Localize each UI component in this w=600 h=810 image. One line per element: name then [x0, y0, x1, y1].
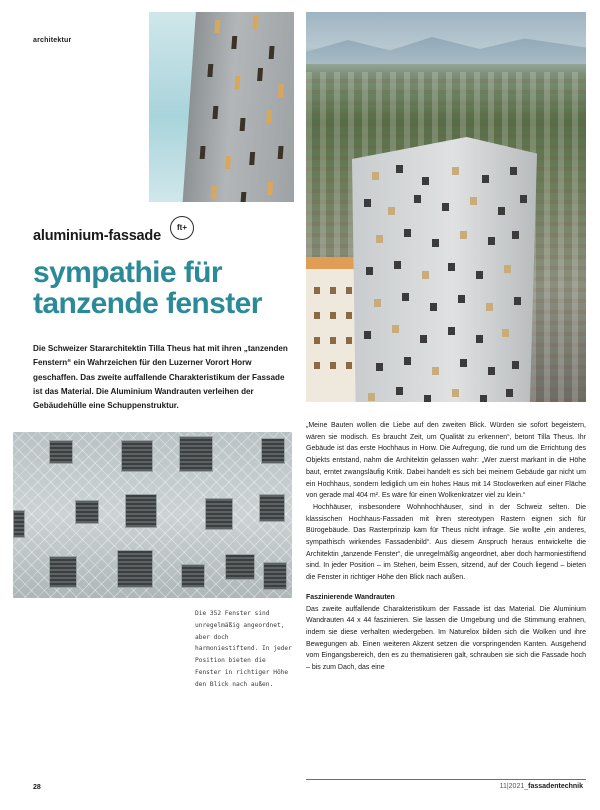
footer-rule: [306, 779, 586, 780]
neighbor-building: [306, 257, 358, 402]
body-subheading: Faszinierende Wandrauten: [306, 593, 395, 601]
body-column: [306, 420, 586, 674]
ft-plus-logo: ft+: [170, 216, 194, 240]
publication-footer: [500, 783, 583, 790]
headline: sympathie für tanzende fenster: [33, 256, 262, 320]
aerial-tower-photo: [306, 12, 586, 402]
body-paragraph-1: „Meine Bauten wollen die Liebe auf den zweiten Blick. Würden sie sofort begeistern, wären sie modisch. Es braucht Zeit, um Qualität zu erkennen“, betont Tilla Theus. Ihr Gebäude ist das erste Hochhaus in Horw. Die Aufregung, die rund um die Errichtung des Objekts entstand, nahm die Architektin gelassen wahr: „Wer zuerst markant in die Höhe baut, erntet zwangsläufig Kritik. Dabei handelt es sich bei meinem Gebäude gar nicht um ein Hochhaus, sondern lediglich um ein hohes Haus mit 14 Stockwerken auf einer Fläche von gerade mal 404 m². Es wäre für einen Wolkenkratzer viel zu klein.“: [306, 422, 586, 500]
publication-name: fassadentechnik: [528, 783, 583, 790]
page-number: 28: [33, 784, 41, 791]
kicker-block: [33, 223, 187, 244]
section-label: architektur: [33, 37, 72, 44]
building-facade: [182, 12, 294, 202]
facade-closeup-photo: [13, 432, 292, 598]
body-paragraph-2: Hochhäuser, insbesondere Wohnhochhäuser, sind in der Schweiz selten. Die klassischen Hochhaus-Fassaden mit ihren stereotypen Rastern eignen sich für Bürogebäude. Das Rasterprinzip kam für Theus nicht infrage. Sie wollte „ein anderes, sympathisch wirkendes Fassadenbild“. Aus diesem Anspruch heraus entwickelte die Architektin „tanzende Fenster“, die unregelmäßig angeordnet, aber doch harmoniestiftend sind. In jeder Position – im Stehen, beim Essen, sitzend, auf der Couch liegend – bieten die Fenster in richtiger Höhe den Blick nach außen.: [306, 503, 586, 582]
mountains: [306, 34, 586, 64]
body-paragraph-3: Das zweite auffallende Charakteristikum der Fassade ist das Material. Die Aluminium Wandrauten 44 x 44 faszinieren. Sie lassen die Umgebung und die Stimmung erahnen, indem sie diese verhalten wiedergeben. Im Naturelox bilden sich die Wolken und ihre Bewegungen ab. Einen weiteren Akzent setzen die vorspringenden Kanten. Ausgehend vom Eingangsbereich, den es zu thematisieren galt, schrauben sie sich die Fassade hoch – bis zum Dach, das eine: [306, 605, 586, 672]
issue-label: 11|2021_: [499, 783, 529, 790]
tower-detail-photo: [149, 12, 294, 202]
kicker: aluminium-fassade: [33, 228, 161, 244]
tower-building: [352, 137, 537, 402]
lead-paragraph: Die Schweizer Stararchitektin Tilla Theus hat mit ihren „tanzenden Fenstern“ ein Wahrzeichen für den Luzerner Vorort Horw geschaffen. Das zweite auffallende Charakteristikum der Fassade ist das Material. Die Aluminium Wandrauten verleihen der Gebäudehülle eine Schuppenstruktur.: [33, 344, 288, 411]
photo-caption: Die 352 Fenster sind unregelmäßig angeordnet, aber doch harmoniestiftend. In jeder Position bieten die Fenster in richtiger Höhe den Blick nach außen.: [195, 610, 292, 688]
